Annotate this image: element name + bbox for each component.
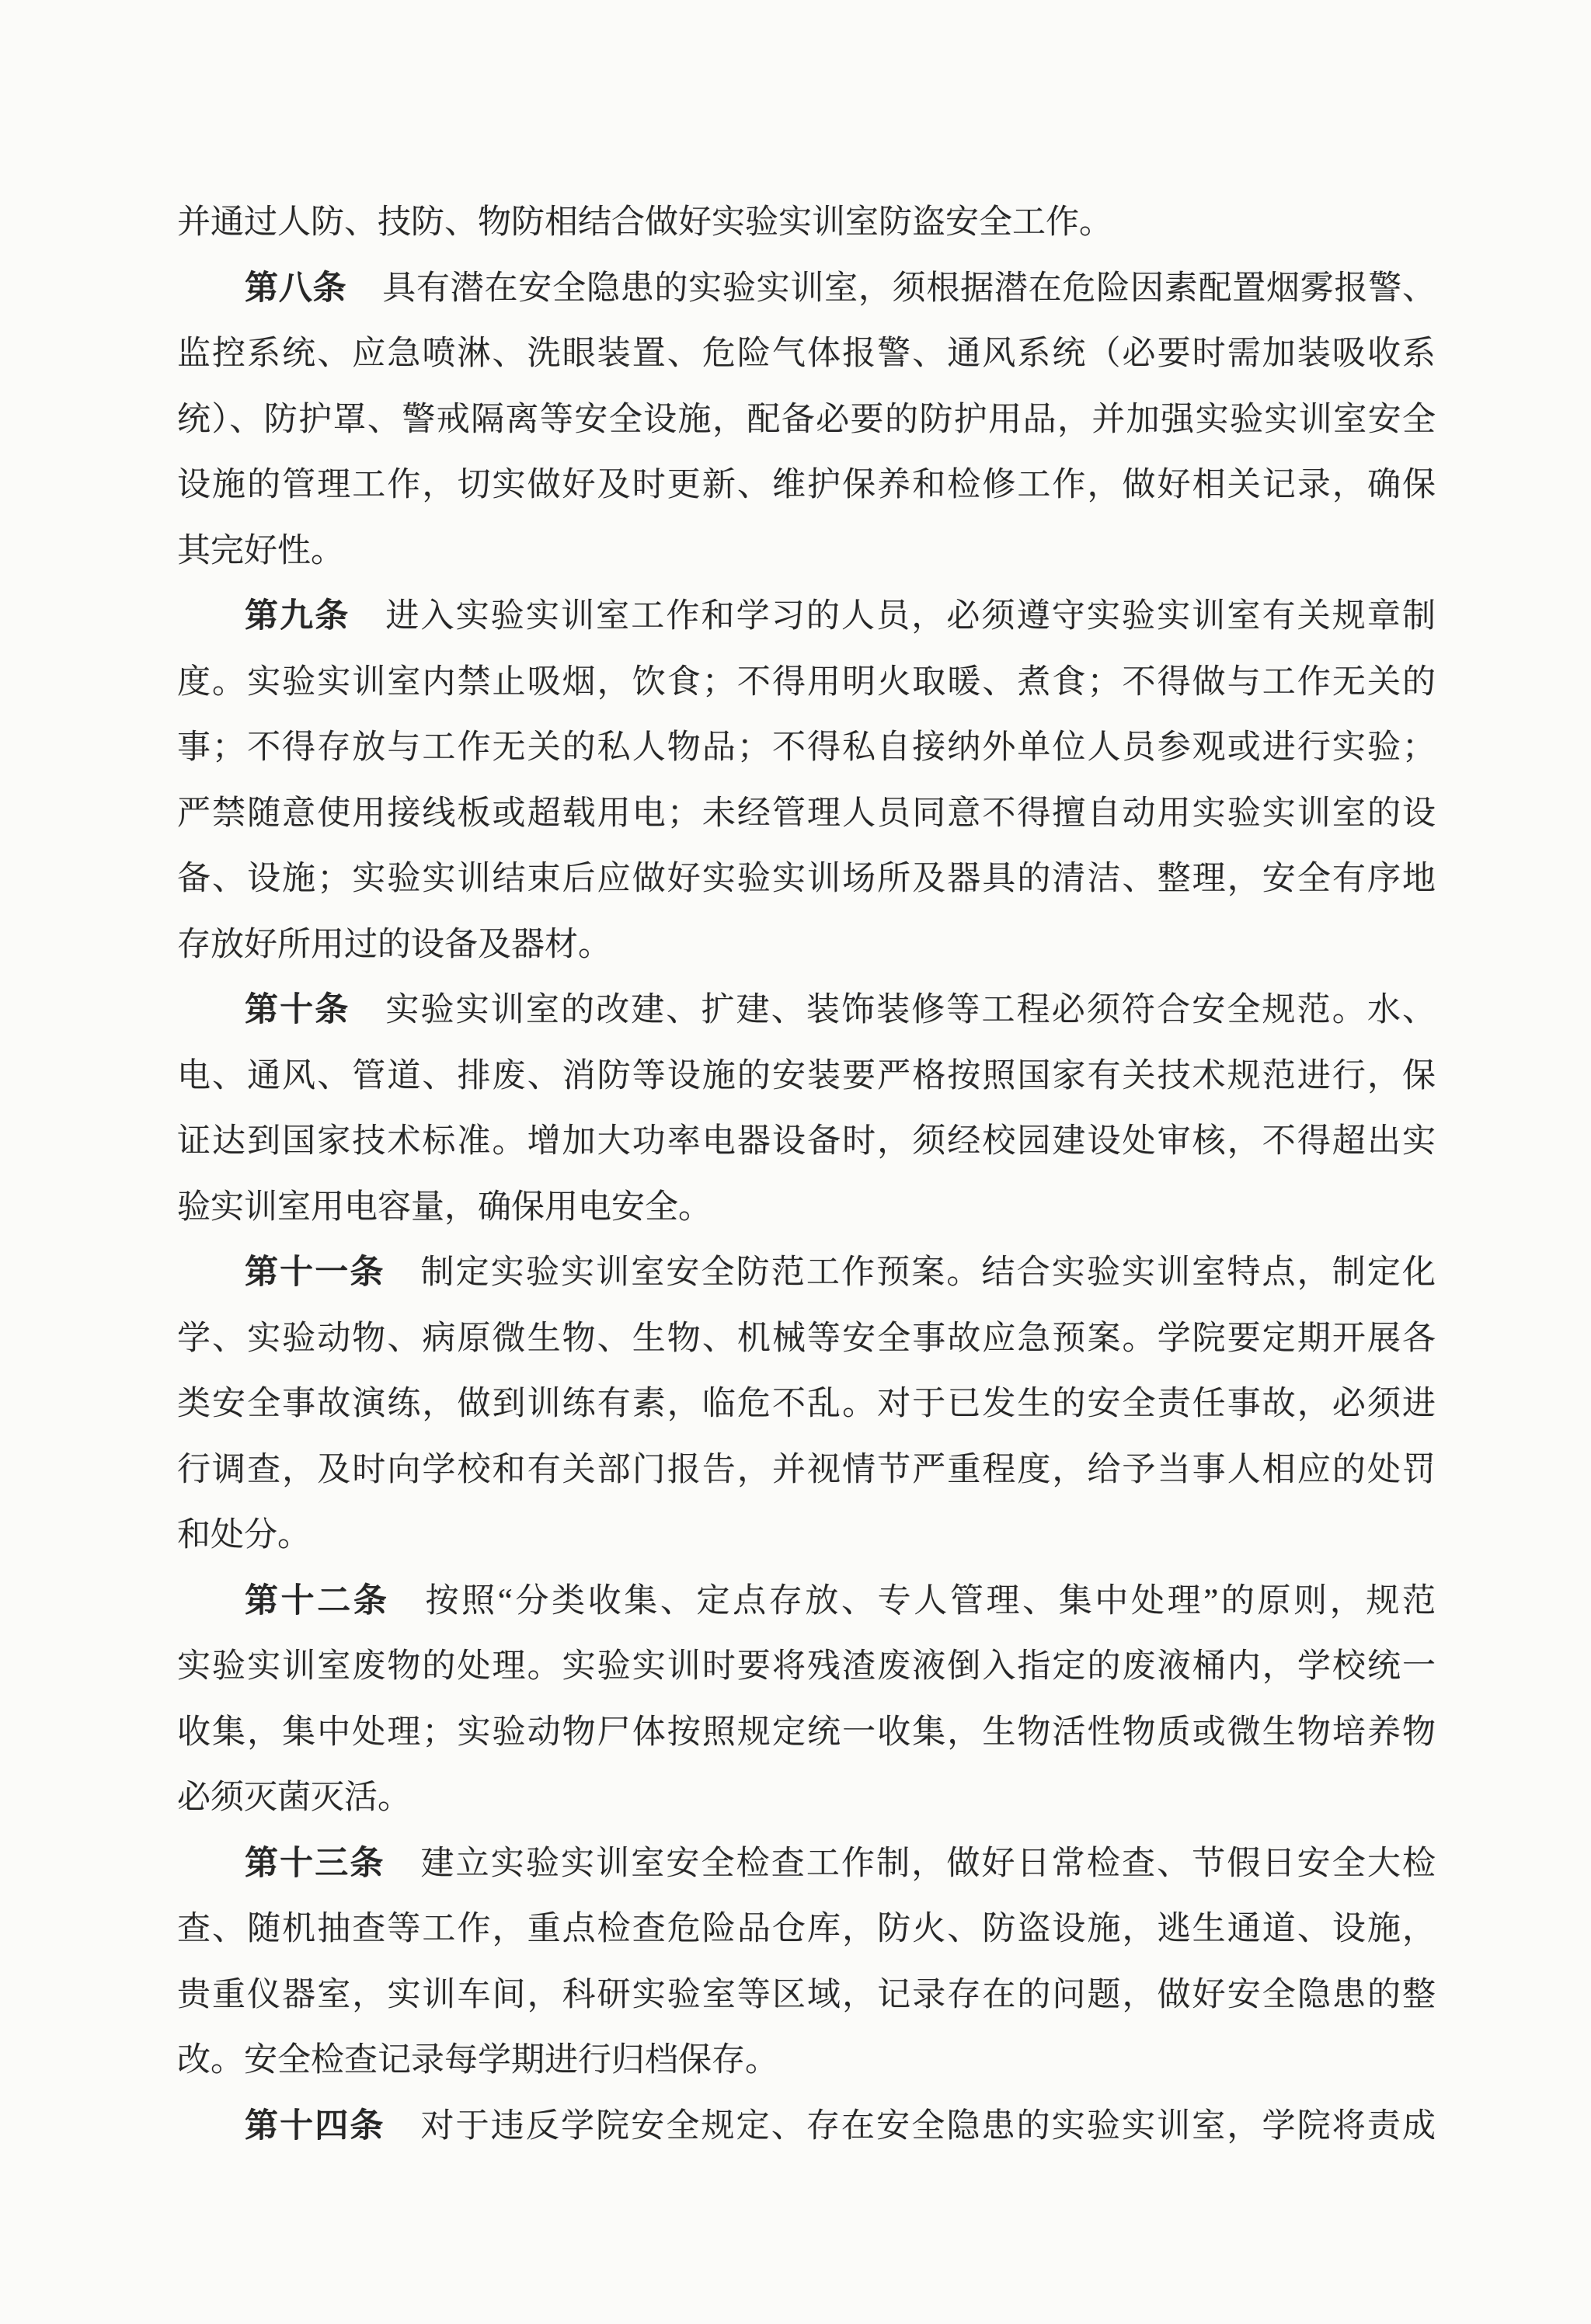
text-line: 验实训室用电容量，确保用电安全。 xyxy=(177,1188,712,1226)
text-line: 其完好性。 xyxy=(177,532,344,569)
article-number: 第十条 xyxy=(245,992,350,1028)
text-line: 收集，集中处理；实验动物尸体按照规定统一收集，生物活性物质或微生物培养物 xyxy=(177,1713,1436,1751)
text-line: 设施的管理工作，切实做好及时更新、维护保养和检修工作，做好相关记录，确保 xyxy=(177,467,1436,503)
article-number: 第八条 xyxy=(245,270,347,307)
text-line: 存放好所用过的设备及器材。 xyxy=(177,926,611,963)
text-line: 第十二条 按照“分类收集、定点存放、专人管理、集中处理”的原则，规范 xyxy=(245,1582,1436,1619)
text-line: 第十四条 对于违反学院安全规定、存在安全隐患的实验实训室，学院将责成 xyxy=(245,2107,1436,2145)
text-line: 电、通风、管道、排废、消防等设施的安装要严格按照国家有关技术规范进行，保 xyxy=(177,1057,1436,1094)
text-line: 实验实训室废物的处理。实验实训时要将残渣废液倒入指定的废液桶内，学校统一 xyxy=(177,1648,1436,1685)
text-line: 证达到国家技术标准。增加大功率电器设备时，须经校园建设处审核，不得超出实 xyxy=(177,1123,1436,1160)
text-line: 统）、防护罩、警戒隔离等安全设施，配备必要的防护用品，并加强实验实训室安全 xyxy=(177,401,1436,438)
text-line: 备、设施；实验实训结束后应做好实验实训场所及器具的清洁、整理，安全有序地 xyxy=(177,861,1436,897)
text-line: 第八条 具有潜在安全隐患的实验实训室，须根据潜在危险因素配置烟雾报警、 xyxy=(245,270,1436,307)
article-number: 第十一条 xyxy=(245,1254,385,1291)
text-line: 和处分。 xyxy=(177,1517,311,1553)
text-line: 学、实验动物、病原微生物、生物、机械等安全事故应急预案。学院要定期开展各 xyxy=(177,1320,1436,1357)
text-line: 度。实验实训室内禁止吸烟，饮食；不得用明火取暖、煮食；不得做与工作无关的 xyxy=(177,663,1436,701)
article-number: 第十二条 xyxy=(245,1582,390,1619)
text-line: 严禁随意使用接线板或超载用电；未经管理人员同意不得擅自动用实验实训室的设 xyxy=(177,795,1436,832)
text-line: 贵重仪器室，实训车间，科研实验室等区域，记录存在的问题，做好安全隐患的整 xyxy=(177,1976,1436,2013)
text-line: 改。安全检查记录每学期进行归档保存。 xyxy=(177,2042,778,2079)
text-line: 第十条 实验实训室的改建、扩建、装饰装修等工程必须符合安全规范。水、 xyxy=(245,992,1436,1028)
text-line: 必须灭菌灭活。 xyxy=(177,1780,411,1816)
text-line: 类安全事故演练，做到训练有素，临危不乱。对于已发生的安全责任事故，必须进 xyxy=(177,1386,1436,1422)
text-line: 第九条 进入实验实训室工作和学习的人员，必须遵守实验实训室有关规章制 xyxy=(245,598,1436,635)
article-number: 第九条 xyxy=(245,598,350,635)
text-line: 并通过人防、技防、物防相结合做好实验实训室防盗安全工作。 xyxy=(177,204,1112,241)
text-line: 第十三条 建立实验实训室安全检查工作制，做好日常检查、节假日安全大检 xyxy=(245,1845,1436,1882)
text-line: 监控系统、应急喷淋、洗眼装置、危险气体报警、通风系统（必要时需加装吸收系 xyxy=(177,336,1436,372)
text-line: 行调查，及时向学校和有关部门报告，并视情节严重程度，给予当事人相应的处罚 xyxy=(177,1451,1436,1488)
text-line: 查、随机抽查等工作，重点检查危险品仓库，防火、防盗设施，逃生通道、设施， xyxy=(177,1911,1436,1947)
document-body xyxy=(177,190,1436,2159)
article-number: 第十三条 xyxy=(245,1845,385,1882)
text-line: 事；不得存放与工作无关的私人物品；不得私自接纳外单位人员参观或进行实验； xyxy=(177,729,1436,766)
article-number: 第十四条 xyxy=(245,2107,385,2145)
text-line: 第十一条 制定实验实训室安全防范工作预案。结合实验实训室特点，制定化 xyxy=(245,1254,1436,1291)
